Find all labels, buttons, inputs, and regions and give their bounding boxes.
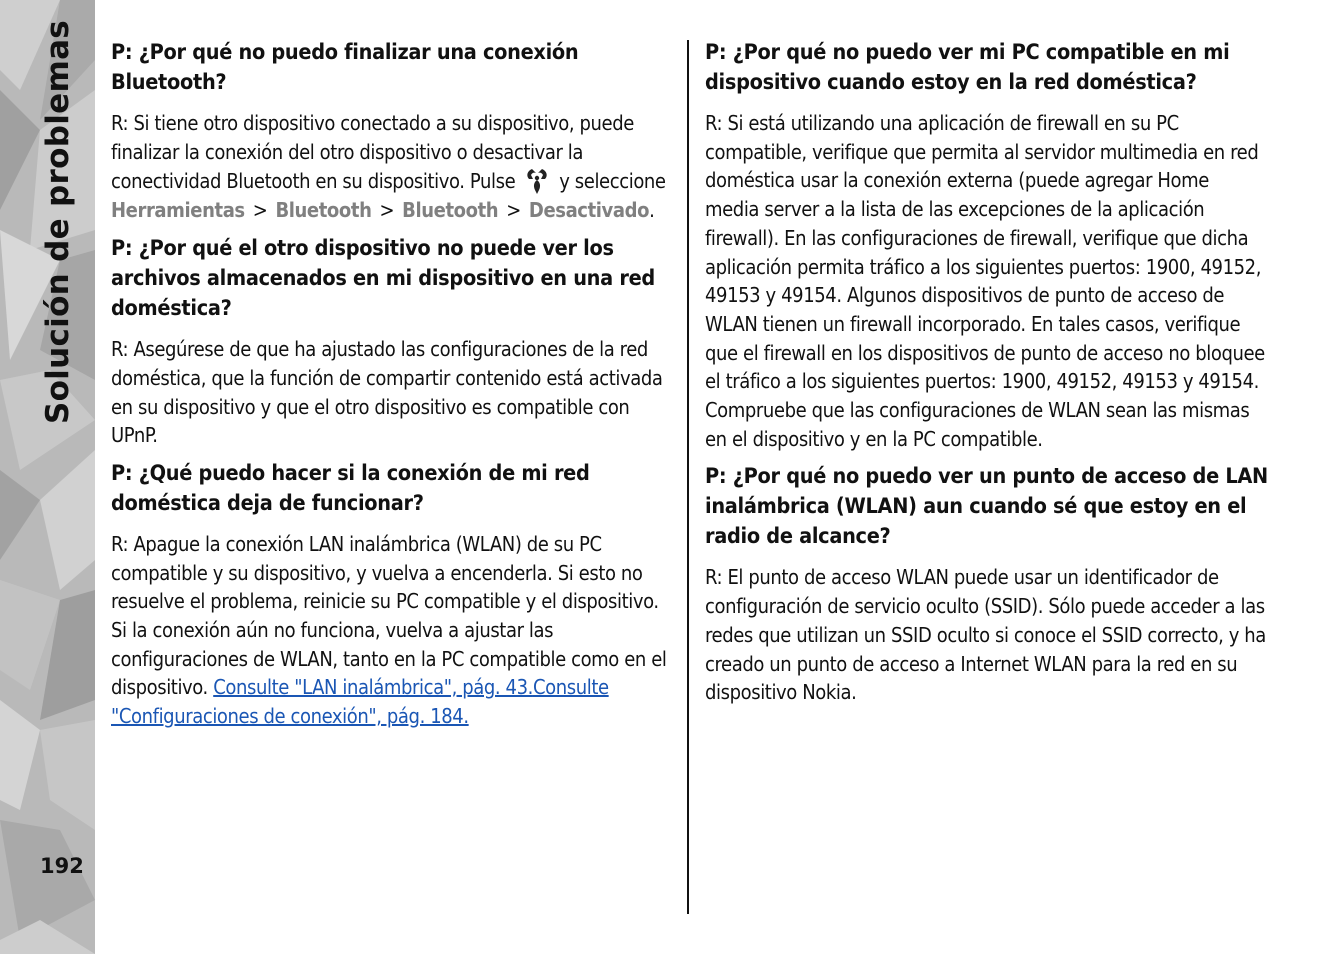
question-home-network: P: ¿Qué puedo hacer si la conexión de mi red doméstica deja de funcionar?	[111, 460, 590, 516]
answer-shared-files: R: Asegúrese de que ha ajustado las configuraciones de la red doméstica, que la función de compartir contenido está activada en su dispositivo y que el otro dispositivo es compatible con UPnP.	[111, 337, 663, 448]
question-pc-visible: P: ¿Por qué no puedo ver mi PC compatible en mi dispositivo cuando estoy en la red doméstica?	[705, 40, 1230, 95]
sidebar	[0, 0, 95, 954]
column-divider	[687, 40, 689, 914]
menu-path-desactivado: Desactivado	[528, 198, 650, 223]
menu-path-herramientas: Herramientas	[111, 198, 245, 223]
menu-path-bluetooth: Bluetooth	[275, 198, 372, 223]
path-separator: >	[252, 198, 268, 223]
menu-key-icon	[523, 166, 551, 196]
answer-home-network	[111, 530, 673, 731]
question-wlan-access-point: P: ¿Por qué no puedo ver un punto de acceso de LAN inalámbrica (WLAN) aun cuando sé que estoy en el radio de alcance?	[705, 464, 1268, 550]
section-title: Solución de problemas	[40, 19, 76, 425]
left-column	[111, 38, 673, 740]
answer-bluetooth-end: .	[649, 198, 655, 223]
right-column	[705, 38, 1268, 716]
link-configuraciones-conexion[interactable]: Consulte "Configuraciones de conexión", pág. 184.	[111, 675, 609, 729]
answer-wlan-access-point: R: El punto de acceso WLAN puede usar un identificador de configuración de servicio oculto (SSID). Sólo puede acceder a las redes que utilizan un SSID oculto si conoce el SSID correcto, y ha creado un punto de acceso a Internet WLAN para la red en su dispositivo Nokia.	[705, 565, 1266, 705]
link-lan-inalambrica[interactable]: Consulte "LAN inalámbrica", pág. 43.	[213, 675, 533, 700]
answer-bluetooth-select: y seleccione	[559, 169, 666, 194]
question-shared-files: P: ¿Por qué el otro dispositivo no puede ver los archivos almacenados en mi dispositivo en una red doméstica?	[111, 236, 655, 322]
path-separator: >	[379, 198, 395, 223]
question-bluetooth: P: ¿Por qué no puedo finalizar una conexión Bluetooth?	[111, 40, 579, 95]
page-number: 192	[40, 854, 84, 878]
path-separator: >	[506, 198, 521, 223]
answer-bluetooth	[111, 109, 673, 225]
answer-pc-visible: R: Si está utilizando una aplicación de firewall en su PC compatible, verifique que permita al servidor multimedia en red doméstica usar la conexión externa (puede agregar Home media server a la lista de las excepciones de la aplicación firewall). En las configuraciones de firewall, verifique que dicha aplicación permita tráfico a los siguientes puertos: 1900, 49152, 49153 y 49154. Algunos dispositivos de punto de acceso de WLAN tienen un firewall incorporado. En tales casos, verifique que el firewall en los dispositivos de punto de acceso no bloquee el tráfico a los siguientes puertos: 1900, 49152, 49153 y 49154. Compruebe que las configuraciones de WLAN sean las mismas en el dispositivo y en la PC compatible.	[705, 111, 1265, 451]
menu-path-bluetooth-option: Bluetooth	[402, 198, 499, 223]
answer-home-network-text: R: Apague la conexión LAN inalámbrica (WLAN) de su PC compatible y su dispositivo, y vuelva a encenderla. Si esto no resuelve el problema, reinicie su PC compatible y el dispositivo. Si la conexión aún no funciona, vuelva a ajustar las configuraciones de WLAN, tanto en la PC compatible como en el dispositivo.	[111, 531, 667, 700]
answer-bluetooth-text: R: Si tiene otro dispositivo conectado a su dispositivo, puede finalizar la conexión del otro dispositivo o desactivar la conectividad Bluetooth en su dispositivo. Pulse	[111, 111, 634, 194]
